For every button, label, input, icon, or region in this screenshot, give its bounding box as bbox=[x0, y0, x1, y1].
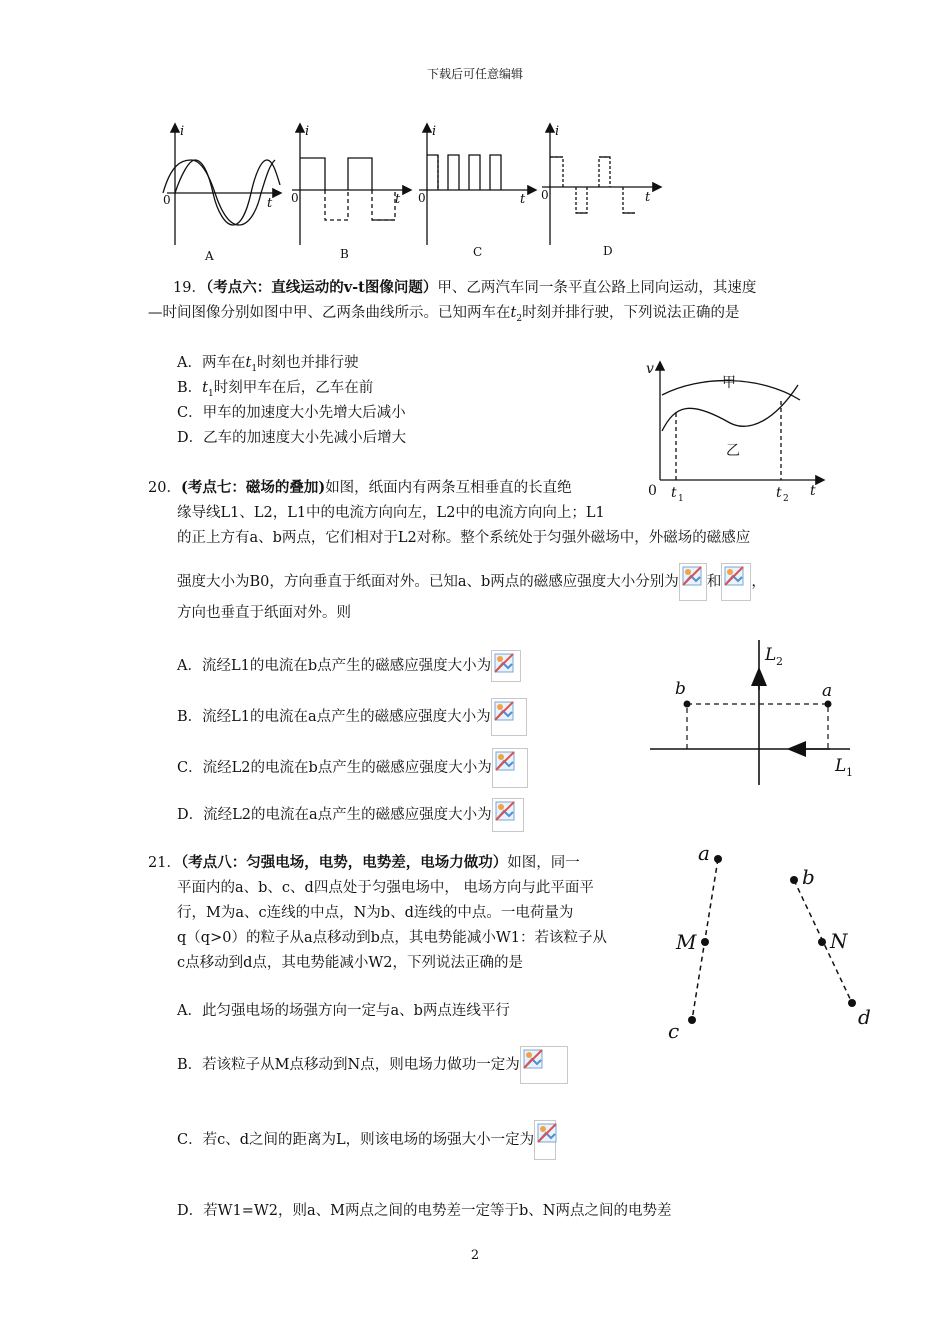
missing-image-icon bbox=[492, 748, 528, 788]
q21-line5: c点移动到d点，其电势能减小W2，下列说法正确的是 bbox=[177, 955, 524, 971]
q21-line4: q（q>0）的粒子从a点移动到b点，其电势能减小W1：若该粒子从 bbox=[177, 930, 607, 946]
option-text: A．流经L1的电流在b点产生的磁感应强度大小为 bbox=[177, 658, 492, 674]
q20-line2: 缘导线L1、L2，L1中的电流方向向左，L2中的电流方向向上；L1 bbox=[177, 505, 605, 521]
question-tag: （考点八：匀强电场，电势，电势差，电场力做功） bbox=[180, 854, 508, 871]
axis-t-label: t bbox=[645, 190, 651, 205]
axis-i-label: i bbox=[305, 124, 310, 139]
option-text: B． bbox=[177, 380, 203, 396]
missing-image-icon bbox=[520, 1046, 568, 1084]
q20-line5: 方向也垂直于纸面对外。则 bbox=[177, 605, 351, 621]
field-points-figure bbox=[660, 838, 885, 1048]
option-text: A．两车在 bbox=[177, 355, 246, 371]
axis-t-label: t bbox=[267, 196, 273, 211]
label-l1-sub: 1 bbox=[846, 766, 853, 779]
question-text: ， bbox=[751, 574, 766, 590]
label-l2-sub: 2 bbox=[776, 655, 783, 668]
q21-option-c[interactable] bbox=[177, 1120, 556, 1160]
curve-label-jia: 甲 bbox=[722, 375, 736, 391]
question-tag: （考点六：直线运动的v-t图像问题） bbox=[205, 279, 438, 296]
label-d: d bbox=[858, 1005, 871, 1029]
var-sub: 1 bbox=[207, 388, 214, 399]
option-text: D．流经L2的电流在a点产生的磁感应强度大小为 bbox=[177, 807, 492, 823]
missing-image-icon bbox=[534, 1120, 556, 1160]
question-text: 如图，纸面内有两条互相垂直的长直绝 bbox=[325, 480, 572, 496]
point-b bbox=[790, 876, 798, 884]
q21-option-b[interactable] bbox=[177, 1046, 568, 1084]
q20-option-d[interactable] bbox=[177, 798, 524, 832]
q20-option-b[interactable] bbox=[177, 698, 527, 736]
option-text: C．流经L2的电流在b点产生的磁感应强度大小为 bbox=[177, 760, 492, 776]
q20-option-a[interactable] bbox=[177, 650, 521, 682]
q20-line1 bbox=[148, 476, 572, 497]
origin-label: 0 bbox=[541, 188, 549, 202]
label-m: M bbox=[676, 930, 697, 954]
waveform-figures bbox=[155, 115, 670, 265]
missing-image-icon bbox=[492, 798, 524, 832]
q21-option-a[interactable] bbox=[177, 999, 510, 1020]
axis-t-label: t bbox=[395, 192, 401, 207]
waveform-b bbox=[292, 125, 410, 245]
waveform-label-a: A bbox=[205, 249, 214, 263]
waveform-label-d: D bbox=[603, 244, 613, 258]
missing-image-icon bbox=[679, 563, 707, 601]
t1-sub: 1 bbox=[678, 494, 684, 504]
q20-option-c[interactable] bbox=[177, 748, 528, 788]
axis-v-label: v bbox=[646, 361, 654, 377]
option-text: C．若c、d之间的距离为L，则该电场的场强大小一定为 bbox=[177, 1132, 535, 1148]
question-number: 20． bbox=[148, 480, 181, 496]
label-c: c bbox=[668, 1019, 680, 1043]
q19-option-d[interactable] bbox=[177, 426, 406, 447]
label-a: a bbox=[698, 841, 710, 865]
axis-i-label: i bbox=[432, 124, 437, 139]
missing-image-icon bbox=[721, 563, 751, 601]
q19-option-c[interactable] bbox=[177, 401, 406, 422]
var-sub: 2 bbox=[516, 313, 523, 324]
page-number: 2 bbox=[470, 1248, 480, 1263]
question-tag: (考点七：磁场的叠加) bbox=[180, 479, 326, 496]
label-b: b bbox=[675, 679, 686, 699]
point-n bbox=[818, 938, 826, 946]
q20-line3: 的正上方有a、b两点，它们相对于L2对称。整个系统处于匀强外磁场中，外磁场的磁感应 bbox=[177, 530, 751, 546]
q19-line2 bbox=[148, 301, 740, 324]
origin-label: 0 bbox=[418, 191, 426, 205]
label-a: a bbox=[822, 681, 833, 701]
curve-label-yi: 乙 bbox=[726, 443, 740, 459]
origin-label: 0 bbox=[163, 193, 171, 207]
q20-line4 bbox=[177, 563, 766, 601]
origin-label: 0 bbox=[291, 191, 299, 205]
label-b: b bbox=[802, 865, 815, 889]
option-text: D．若W1=W2，则a、M两点之间的电势差一定等于b、N两点之间的电势差 bbox=[177, 1203, 672, 1219]
question-text: 如图，同一 bbox=[507, 855, 580, 871]
question-text: —时间图像分别如图中甲、乙两条曲线所示。已知两车在 bbox=[148, 305, 511, 321]
waveform-d bbox=[542, 125, 660, 245]
option-text: D．乙车的加速度大小先减小后增大 bbox=[177, 430, 407, 446]
option-text: B．若该粒子从M点移动到N点，则电场力做功一定为 bbox=[177, 1057, 520, 1073]
waveform-label-c: C bbox=[473, 245, 483, 259]
waveform-a bbox=[163, 125, 280, 245]
var-t: t bbox=[245, 355, 252, 371]
q19-option-b[interactable] bbox=[177, 376, 373, 399]
q21-option-d[interactable] bbox=[177, 1199, 672, 1220]
wire-figure bbox=[645, 630, 860, 790]
point-a bbox=[714, 855, 722, 863]
question-text: 强度大小为B0，方向垂直于纸面对外。已知a、b两点的磁感应强度大小分别为 bbox=[177, 574, 679, 590]
label-n: N bbox=[830, 929, 848, 953]
var-sub: 1 bbox=[251, 363, 258, 374]
question-number: 19． bbox=[173, 280, 206, 296]
question-number: 21． bbox=[148, 855, 181, 871]
axis-t-label: t bbox=[520, 192, 526, 207]
point-c bbox=[688, 1016, 696, 1024]
q21-line2: 平面内的a、b、c、d四点处于匀强电场中， 电场方向与此平面平 bbox=[177, 880, 594, 896]
option-text: 时刻也并排行驶 bbox=[257, 355, 359, 371]
point-m bbox=[701, 938, 709, 946]
label-l2: L bbox=[765, 645, 777, 665]
axis-i-label: i bbox=[555, 124, 560, 139]
option-text: C．甲车的加速度大小先增大后减小 bbox=[177, 405, 406, 421]
missing-image-icon bbox=[491, 698, 527, 736]
axis-t-label: t bbox=[810, 483, 816, 499]
var-t: t bbox=[510, 305, 517, 321]
option-text: B．流经L1的电流在a点产生的磁感应强度大小为 bbox=[177, 709, 491, 725]
vt-graph bbox=[640, 355, 830, 510]
q21-line1 bbox=[148, 851, 580, 872]
t1-label: t bbox=[671, 485, 677, 501]
origin-label: 0 bbox=[648, 483, 657, 499]
waveform-c bbox=[419, 125, 535, 245]
option-text: A．此匀强电场的场强方向一定与a、b两点连线平行 bbox=[177, 1003, 510, 1019]
option-text: 时刻甲车在后，乙车在前 bbox=[213, 380, 374, 396]
question-text: 和 bbox=[706, 574, 722, 590]
page-header: 下载后可任意编辑 bbox=[426, 67, 523, 81]
point-a bbox=[825, 701, 832, 708]
t2-label: t bbox=[776, 485, 782, 501]
q19-line1 bbox=[173, 276, 756, 297]
label-l1: L bbox=[835, 756, 847, 776]
point-b bbox=[684, 701, 691, 708]
question-text: 甲、乙两汽车同一条平直公路上同向运动，其速度 bbox=[437, 280, 757, 296]
axis-i-label: i bbox=[180, 124, 185, 139]
q19-option-a[interactable] bbox=[177, 351, 359, 374]
var-t: t bbox=[202, 380, 208, 396]
point-d bbox=[848, 999, 856, 1007]
t2-sub: 2 bbox=[783, 494, 789, 504]
waveform-label-b: B bbox=[340, 247, 349, 261]
missing-image-icon bbox=[491, 650, 521, 682]
q21-line3: 行，M为a、c连线的中点，N为b、d连线的中点。一电荷量为 bbox=[177, 905, 574, 921]
question-text: 时刻并排行驶，下列说法正确的是 bbox=[522, 305, 740, 321]
